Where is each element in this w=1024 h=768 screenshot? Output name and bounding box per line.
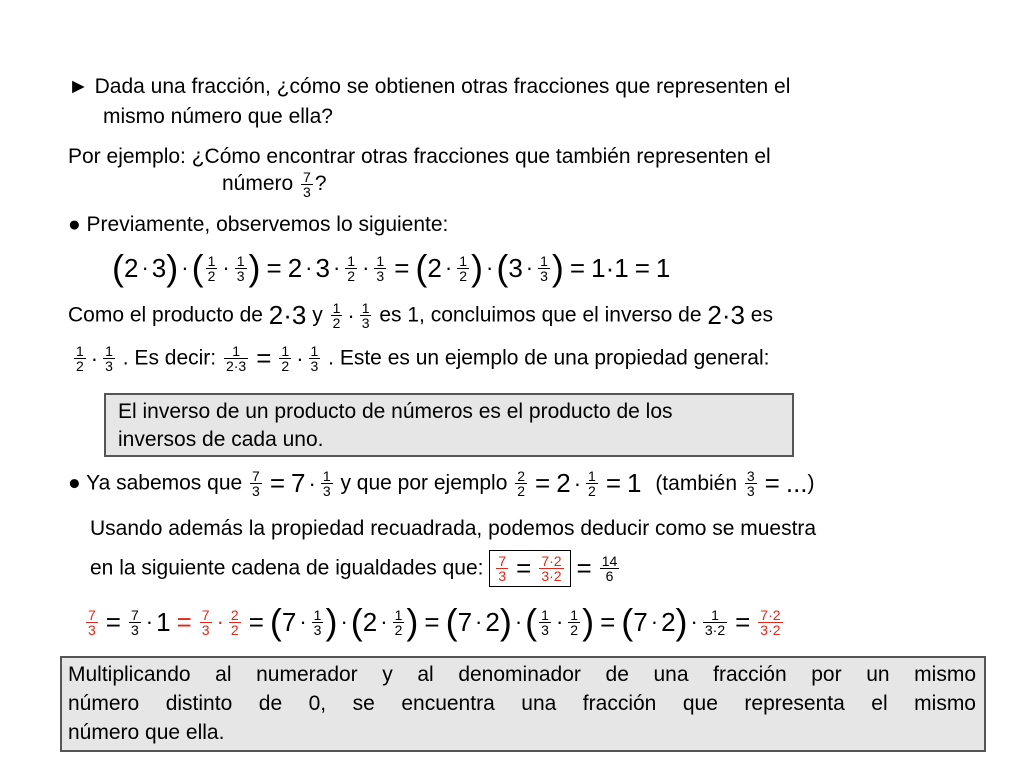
third-frac — [539, 608, 551, 637]
eq1-frac — [206, 254, 218, 283]
multiply-dot: · — [222, 255, 230, 280]
frac-den: 3 — [541, 621, 549, 638]
frac-num: 7 — [88, 606, 96, 623]
frac-den: 3 — [303, 184, 311, 200]
property-box — [104, 393, 794, 457]
one-num: 1 — [156, 606, 171, 637]
frac-num: 14 — [601, 553, 618, 569]
frac-num: 7·2 — [541, 553, 562, 569]
frac-num: 1 — [394, 606, 403, 623]
multiply-dot: · — [145, 609, 154, 634]
eq1-num: 2 — [427, 252, 442, 283]
frac-num: 1 — [361, 300, 370, 316]
inverse-32-frac — [703, 608, 727, 637]
multiply-dot: · — [305, 255, 313, 280]
frac-num: 1 — [588, 468, 596, 484]
frac-den: 2 — [570, 621, 579, 638]
frac-num: 1 — [459, 252, 467, 269]
frac-num: 7 — [303, 169, 311, 185]
two-num: 2 — [485, 606, 500, 637]
frac-num: 1 — [236, 252, 245, 269]
parenthesis: ) — [248, 247, 261, 288]
multiply-dot: · — [514, 609, 523, 634]
half-frac — [331, 301, 343, 330]
parenthesis: ) — [471, 247, 483, 288]
two-num: 2 — [362, 606, 378, 637]
multiply-dot: · — [362, 255, 370, 280]
product-expr: 2·3 — [268, 300, 307, 330]
half-frac — [393, 608, 405, 637]
frac-den: 2 — [459, 267, 467, 284]
half-frac — [568, 608, 580, 637]
equals-sign: = — [600, 606, 616, 637]
multiply-dot: · — [299, 609, 307, 634]
frac-den: 2 — [207, 267, 216, 284]
third-frac — [103, 344, 115, 373]
fraction-14-6 — [600, 554, 620, 583]
multiply-dot: · — [555, 609, 564, 634]
multiply-dot: · — [340, 609, 348, 634]
frac-num: 1 — [322, 468, 331, 484]
conclusion-text: . Es decir: — [122, 346, 217, 370]
frac-den: 3 — [88, 621, 96, 638]
eq1-result: 1·1 — [591, 252, 629, 283]
frac-num: 1 — [207, 252, 216, 269]
frac-num: 1 — [376, 252, 385, 269]
equals-sign: = — [105, 606, 121, 637]
inverse-frac — [224, 344, 248, 373]
multiply-dot: · — [444, 255, 453, 280]
frac-num: 1 — [347, 252, 356, 269]
parenthesis: ( — [191, 247, 204, 288]
deduce-text: en la siguiente cadena de igualdades que: — [90, 556, 484, 580]
equals-sign: = — [569, 252, 586, 283]
fraction-7-3-red — [496, 554, 508, 583]
frac-den: 3 — [252, 483, 260, 499]
question-line-1: ► Dada una fracción, ¿cómo se obtienen otras fracciones que representen el — [68, 75, 791, 98]
parenthesis: ) — [325, 601, 338, 642]
eq1-num: 3 — [508, 252, 523, 283]
multiply-dot: · — [380, 609, 388, 634]
parenthesis: ) — [582, 601, 595, 642]
known-text: ) — [807, 471, 815, 495]
equals-sign: = — [576, 553, 592, 583]
multiply-dot: · — [347, 302, 355, 328]
frac-den: 2 — [347, 267, 356, 284]
example-line-2 — [222, 170, 327, 199]
seven-num: 7 — [457, 606, 473, 637]
example-suffix: ? — [314, 172, 327, 196]
equals-sign: = — [516, 553, 532, 583]
equals-sign: = — [424, 606, 440, 637]
equals-sign: = — [735, 606, 751, 637]
deduce-line-2 — [90, 550, 621, 587]
third-frac — [321, 469, 333, 498]
fraction-7-3 — [250, 469, 262, 498]
multiply-dot: · — [475, 609, 483, 634]
conclusion-text: es — [750, 303, 773, 327]
frac-den: 3 — [313, 621, 322, 638]
frac-num: 1 — [540, 252, 548, 269]
frac-num: 1 — [570, 606, 579, 623]
fraction-2-2-red — [229, 608, 241, 637]
parenthesis: ( — [445, 601, 458, 642]
frac-den: 3·2 — [760, 621, 781, 638]
frac-den: 2 — [588, 483, 596, 499]
frac-num: 7 — [252, 468, 260, 484]
equals-sign: = — [634, 252, 650, 283]
frac-num: 1 — [310, 343, 319, 359]
frac-num: 7 — [498, 553, 507, 569]
parenthesis: ( — [112, 247, 124, 288]
half-frac — [279, 344, 291, 373]
conclusion-and: y — [312, 303, 323, 327]
frac-num: 1 — [313, 606, 322, 623]
eq1-frac — [374, 254, 386, 283]
conclusion-text: . Este es un ejemplo de una propiedad general: — [328, 346, 770, 370]
two-num: 2 — [556, 468, 571, 498]
property-line-2: inversos de cada uno. — [118, 428, 324, 451]
seven-num: 7 — [633, 606, 648, 637]
frac-den: 3 — [540, 267, 548, 284]
multiply-dot: · — [90, 345, 99, 371]
conclusion-text: es 1, concluimos que el inverso de — [379, 303, 702, 327]
frac-den: 3 — [746, 483, 755, 499]
frac-num: 1 — [541, 606, 549, 623]
frac-den: 3 — [498, 568, 507, 584]
equals-sign: = — [605, 468, 621, 498]
fraction-72-32-red — [539, 554, 563, 583]
frac-num: 2 — [230, 606, 239, 623]
equation-1 — [112, 247, 671, 288]
conclusion-line-1 — [68, 300, 773, 331]
parenthesis: ) — [551, 247, 564, 288]
frac-den: 3 — [201, 621, 210, 638]
eq1-num: 3 — [151, 252, 167, 283]
eq1-num: 2 — [287, 252, 303, 283]
frac-num: 2 — [517, 468, 526, 484]
conclusion-text: Como el producto de — [68, 303, 263, 327]
seven-num: 7 — [281, 606, 297, 637]
equals-sign: = — [764, 468, 780, 498]
multiply-dot: · — [141, 255, 149, 280]
frac-num: 7·2 — [760, 606, 781, 623]
multiply-dot: · — [332, 255, 341, 280]
frac-num: 7 — [130, 606, 139, 623]
frac-den: 3 — [105, 358, 113, 374]
frac-den: 2 — [332, 315, 341, 331]
frac-num: 1 — [332, 300, 341, 316]
eq1-frac — [345, 254, 357, 283]
frac-den: 2 — [76, 358, 84, 374]
conclusion-box-line-2: número distinto de 0, se encuentra una fracción que representa el mismo — [68, 692, 976, 715]
conclusion-line-2 — [72, 343, 769, 374]
frac-den: 2 — [394, 621, 403, 638]
frac-den: 3 — [322, 483, 331, 499]
equals-sign: = — [176, 606, 192, 637]
parenthesis: ( — [269, 601, 282, 642]
third-frac — [360, 301, 372, 330]
known-text: y que por ejemplo — [340, 471, 508, 495]
multiply-dot: · — [573, 470, 582, 496]
frac-den: 6 — [600, 568, 620, 583]
frac-den: 2·3 — [225, 358, 247, 374]
frac-den: 3 — [376, 267, 385, 284]
frac-num: 1 — [711, 606, 719, 623]
eq1-num: 3 — [315, 252, 330, 283]
frac-num: 1 — [105, 343, 113, 359]
ellipsis: ... — [785, 468, 808, 498]
conclusion-box — [60, 656, 986, 752]
multiply-dot: · — [525, 255, 534, 280]
frac-num: 1 — [76, 343, 84, 359]
parenthesis: ) — [166, 247, 179, 288]
equals-sign: = — [266, 252, 282, 283]
frac-den: 2 — [281, 358, 290, 374]
multiply-dot: · — [216, 609, 224, 634]
deduce-line-1: Usando además la propiedad recuadrada, podemos deducir como se muestra — [90, 517, 817, 540]
half-frac — [74, 344, 86, 373]
seven-num: 7 — [291, 468, 306, 498]
frac-num: 1 — [232, 343, 240, 359]
parenthesis: ( — [525, 601, 538, 642]
frac-num: 1 — [281, 343, 290, 359]
frac-den: 3·2 — [704, 621, 726, 638]
example-prefix: número — [222, 172, 294, 196]
eq1-frac — [235, 254, 247, 283]
eq1-frac — [538, 254, 550, 283]
conclusion-box-line-3: número que ella. — [68, 721, 225, 744]
fraction-2-2 — [515, 469, 527, 498]
third-frac — [309, 344, 321, 373]
parenthesis: ) — [406, 601, 419, 642]
conclusion-box-line-1: Multiplicando al numerador y al denominador de una fracción por un mismo — [68, 663, 976, 686]
fraction-7-3 — [301, 170, 313, 199]
third-frac — [312, 608, 324, 637]
equals-sign: = — [256, 343, 272, 373]
frac-den: 3 — [361, 315, 370, 331]
product-expr: 2·3 — [707, 300, 745, 330]
frac-num: 3 — [746, 468, 755, 484]
equals-sign: = — [535, 468, 551, 498]
question-line-2: mismo número que ella? — [103, 105, 333, 128]
half-frac — [586, 469, 598, 498]
fraction-3-3 — [745, 469, 757, 498]
eq1-final: 1 — [655, 252, 671, 283]
previously-line: ● Previamente, observemos lo siguiente: — [68, 213, 449, 236]
two-num: 2 — [661, 606, 676, 637]
multiply-dot: · — [308, 470, 316, 496]
known-text: (también — [655, 471, 738, 495]
multiply-dot: · — [181, 255, 189, 280]
parenthesis: ( — [621, 601, 634, 642]
equation-chain — [84, 601, 785, 642]
known-text: ● Ya sabemos que — [68, 471, 243, 495]
multiply-dot: · — [650, 609, 659, 634]
equals-sign: = — [394, 252, 410, 283]
frac-den: 3·2 — [541, 568, 562, 584]
highlight-box — [489, 550, 570, 587]
multiply-dot: · — [486, 255, 494, 280]
known-line — [68, 468, 815, 499]
multiply-dot: · — [690, 609, 698, 634]
frac-den: 3 — [310, 358, 319, 374]
eq1-num: 2 — [124, 252, 139, 283]
equals-sign: = — [269, 468, 286, 498]
fraction-7-3-red — [86, 608, 98, 637]
frac-den: 3 — [130, 621, 139, 638]
fraction-72-32-red — [758, 608, 782, 637]
equals-sign: = — [248, 606, 264, 637]
frac-den: 3 — [236, 267, 245, 284]
frac-den: 2 — [517, 483, 526, 499]
eq1-frac — [457, 254, 469, 283]
parenthesis: ( — [350, 601, 363, 642]
parenthesis: ( — [415, 247, 428, 288]
parenthesis: ( — [496, 247, 509, 288]
frac-den: 2 — [230, 621, 239, 638]
parenthesis: ) — [675, 601, 688, 642]
fraction-7-3-red — [200, 608, 212, 637]
one-num: 1 — [627, 468, 642, 498]
parenthesis: ) — [499, 601, 512, 642]
multiply-dot: · — [296, 345, 304, 371]
property-line-1: El inverso de un producto de números es el producto de los — [118, 400, 673, 423]
fraction-7-3 — [129, 608, 141, 637]
example-line-1: Por ejemplo: ¿Cómo encontrar otras fracciones que también representen el — [68, 145, 771, 168]
frac-num: 7 — [201, 606, 210, 623]
